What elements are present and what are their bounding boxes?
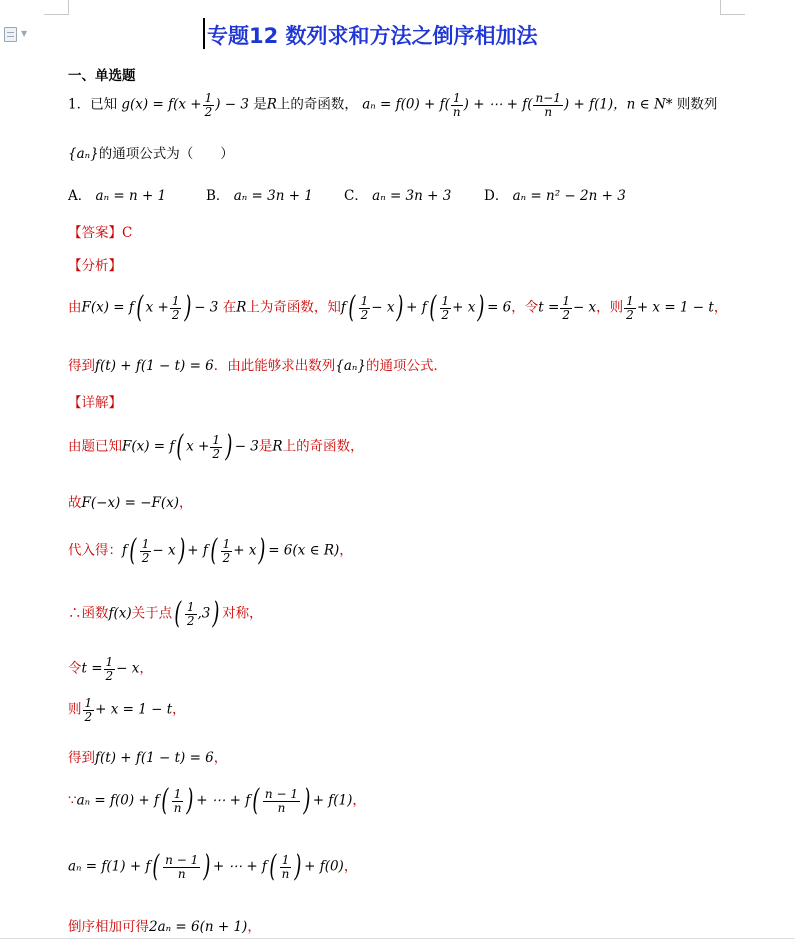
- detail-math: + f: [187, 542, 208, 559]
- fraction-one-half: $\frac{1}{2}$: [360, 293, 369, 322]
- question-number: 1．已知: [68, 96, 118, 113]
- document-title: 专题12 数列求和方法之倒序相加法: [207, 24, 538, 48]
- q1-math-1: g(x) = f(x +: [121, 96, 202, 113]
- q1-math-3: R: [266, 96, 277, 113]
- fraction-n-minus-1-over-n: $\frac{n-1}{n}$: [535, 91, 561, 119]
- detail-math: aₙ = f(0) + f: [76, 792, 160, 809]
- fraction-one-half: $\frac{1}{2}$: [186, 599, 195, 628]
- left-paren: (: [136, 290, 144, 325]
- detail-math: aₙ = f(1) + f: [68, 858, 151, 875]
- detail-text: 是: [258, 438, 273, 455]
- fraction-one-half: $\frac{1}{2}$: [84, 696, 93, 724]
- analysis-text: 的通项公式．: [365, 358, 447, 374]
- fraction-n-minus-1-over-n: $\frac{n - 1}{n}$: [264, 786, 298, 815]
- fraction-one-half: $\frac{1}{2}$: [204, 91, 213, 119]
- left-paren: (: [176, 429, 184, 464]
- right-paren: ): [203, 849, 211, 884]
- analysis-math: − 3: [194, 299, 219, 316]
- analysis-math: − x: [572, 299, 597, 316]
- right-paren: ): [294, 849, 302, 884]
- left-paren: (: [269, 849, 277, 884]
- detail-line-6: [68, 697, 186, 723]
- detail-text: 由题已知: [68, 438, 122, 455]
- fraction-one-half: $\frac{1}{2}$: [222, 536, 231, 565]
- q1-stem-end: 的通项公式为（ ）: [98, 146, 234, 162]
- fraction-one-half: $\frac{1}{2}$: [626, 293, 634, 322]
- right-paren: ): [477, 290, 485, 325]
- fraction-one-half: $\frac{1}{2}$: [562, 293, 570, 322]
- analysis-math: + x: [452, 299, 476, 316]
- right-paren: ): [225, 429, 233, 464]
- fraction-one-over-n: $\frac{1}{n}$: [173, 786, 182, 815]
- q1-text-3: 则数列: [676, 96, 718, 113]
- analysis-math: + f: [406, 299, 427, 316]
- detail-math: R: [272, 438, 283, 455]
- detail-math: − x: [116, 660, 140, 677]
- analysis-math: {aₙ}: [335, 358, 366, 374]
- left-paren: (: [210, 533, 218, 568]
- left-paren: (: [152, 849, 160, 884]
- detail-math: F(x) = f: [122, 438, 175, 455]
- left-paren: (: [348, 290, 356, 325]
- detail-text: 故: [68, 495, 82, 511]
- detail-text: ∵: [68, 792, 77, 809]
- option-d-expr: aₙ = n² − 2n + 3: [512, 188, 626, 204]
- fraction-one-half: $\frac{1}{2}$: [441, 293, 450, 322]
- option-c-label: C．: [344, 188, 368, 204]
- left-paren: (: [252, 783, 260, 818]
- fraction-one-half: $\frac{1}{2}$: [141, 536, 150, 565]
- analysis-line-1: [68, 290, 728, 325]
- fraction-one-half: $\frac{1}{2}$: [105, 655, 114, 683]
- detail-line-9: [68, 849, 358, 884]
- analysis-text: ，则: [596, 299, 624, 316]
- right-paren: ): [177, 533, 185, 568]
- q1-text-2: 上的奇函数，: [276, 96, 358, 113]
- fraction-one-half: $\frac{1}{2}$: [212, 432, 220, 461]
- analysis-text: ，: [713, 299, 728, 316]
- detail-line-7: [68, 746, 227, 766]
- option-c-expr: aₙ = 3n + 3: [372, 188, 452, 204]
- question-1-line-1: [68, 92, 717, 118]
- detail-line-3: [68, 533, 353, 568]
- right-paren: ): [258, 533, 266, 568]
- detail-math: + f(1): [312, 792, 353, 809]
- detail-math: − 3: [234, 438, 259, 455]
- detail-text: 则: [68, 701, 82, 718]
- analysis-text: 在: [222, 299, 237, 316]
- right-paren: ): [396, 290, 404, 325]
- detail-text: ，: [339, 542, 353, 559]
- detail-line-1: [68, 429, 364, 464]
- page-corner-mark-right: [720, 0, 745, 15]
- detail-line-8: [68, 783, 366, 818]
- right-paren: ): [212, 596, 220, 631]
- detail-text: 令: [68, 660, 82, 677]
- detail-text: ，: [172, 701, 186, 718]
- detail-math: + x = 1 − t: [95, 701, 173, 718]
- option-d-label: D．: [484, 188, 509, 204]
- detail-math: + f(0): [304, 858, 344, 875]
- left-paren: (: [174, 596, 182, 631]
- option-b-expr: aₙ = 3n + 1: [233, 188, 313, 204]
- detail-math: x +: [186, 438, 210, 455]
- detail-text: ，: [343, 858, 358, 875]
- right-paren: ): [184, 290, 192, 325]
- detail-math: + ⋯ + f: [196, 792, 251, 809]
- option-b[interactable]: [206, 184, 313, 204]
- detail-text: ，: [247, 919, 261, 935]
- analysis-text: 上为奇函数，知: [246, 299, 341, 316]
- analysis-math: − x: [371, 299, 395, 316]
- detail-math: F(−x) = −F(x): [81, 495, 180, 511]
- detail-text: 对称，: [222, 605, 263, 622]
- analysis-heading: 【分析】: [68, 258, 122, 274]
- left-paren: (: [161, 783, 169, 818]
- detail-math: f(t) + f(1 − t) = 6: [95, 750, 214, 766]
- detail-text: 关于点: [131, 605, 173, 622]
- detail-math: f: [122, 542, 127, 559]
- analysis-math: t =: [538, 299, 560, 316]
- option-a-label: A．: [68, 188, 92, 204]
- left-paren: (: [429, 290, 437, 325]
- page-corner-mark-left: [44, 0, 69, 15]
- detail-math: f(x): [108, 605, 132, 622]
- analysis-text: 得到: [68, 358, 95, 374]
- detail-text: 倒序相加可得: [68, 919, 149, 935]
- chevron-down-icon[interactable]: ▼: [21, 29, 28, 38]
- option-a-expr: aₙ = n + 1: [95, 188, 167, 204]
- option-d[interactable]: [484, 184, 626, 204]
- detail-text: ∴函数: [68, 605, 109, 622]
- analysis-math: F(x) = f: [81, 299, 134, 316]
- fraction-one-over-n: $\frac{1}{n}$: [281, 852, 290, 881]
- detail-math: ,3: [197, 605, 211, 622]
- option-b-label: B．: [206, 188, 230, 204]
- q1-math-2: ) − 3: [215, 96, 249, 113]
- detail-line-4: [68, 596, 263, 631]
- detail-heading: 【详解】: [68, 395, 122, 411]
- analysis-math: + x = 1 − t: [636, 299, 714, 316]
- detail-line-10: [68, 915, 261, 935]
- q1-math-4: aₙ = f(0) + f(: [362, 96, 450, 113]
- q1-math-5: ) + ⋯ + f(: [463, 96, 533, 113]
- analysis-math: f(t) + f(1 − t) = 6: [95, 358, 214, 374]
- section-heading: 一、单选题: [68, 68, 136, 84]
- analysis-math: = 6: [487, 299, 512, 316]
- detail-math: + ⋯ + f: [212, 858, 267, 875]
- detail-line-5: [68, 656, 153, 682]
- fraction-one-half: $\frac{1}{2}$: [171, 293, 180, 322]
- detail-text: ，: [179, 495, 193, 511]
- right-paren: ): [303, 783, 311, 818]
- detail-math: = 6(x ∈ R): [268, 542, 340, 559]
- answer-line: 【答案】C: [68, 225, 133, 241]
- text-cursor: [203, 18, 205, 49]
- detail-text: ，: [352, 792, 366, 809]
- question-1-line-2: [68, 142, 234, 162]
- analysis-text: ．由此能够求出数列: [213, 358, 336, 374]
- q1-text-1: 是: [253, 96, 267, 113]
- left-paren: (: [129, 533, 137, 568]
- detail-line-2: [68, 491, 193, 511]
- detail-text: 代入得：: [68, 542, 122, 559]
- analysis-line-2: [68, 354, 447, 374]
- fraction-one-over-n: $\frac{1}{n}$: [452, 91, 461, 119]
- analysis-math: f: [340, 299, 346, 316]
- fraction-n-minus-1-over-n: $\frac{n - 1}{n}$: [165, 852, 199, 881]
- right-paren: ): [186, 783, 194, 818]
- analysis-text: 由: [68, 299, 82, 316]
- analysis-math: x +: [145, 299, 169, 316]
- detail-math: + x: [233, 542, 257, 559]
- q1-math-6: ) + f(1)，n ∈ N*: [563, 96, 673, 113]
- document-icon[interactable]: [4, 27, 17, 42]
- detail-math: 2aₙ = 6(n + 1): [149, 919, 248, 935]
- detail-text: 得到: [68, 750, 95, 766]
- sequence-symbol: {aₙ}: [68, 146, 99, 162]
- detail-math: t =: [81, 660, 103, 677]
- detail-text: 上的奇函数，: [282, 438, 364, 455]
- option-c[interactable]: [344, 184, 451, 204]
- analysis-text: ，令: [511, 299, 539, 316]
- detail-math: − x: [152, 542, 176, 559]
- option-a[interactable]: [68, 184, 166, 204]
- detail-text: ，: [139, 660, 153, 677]
- detail-text: ，: [213, 750, 228, 766]
- analysis-math: R: [236, 299, 247, 316]
